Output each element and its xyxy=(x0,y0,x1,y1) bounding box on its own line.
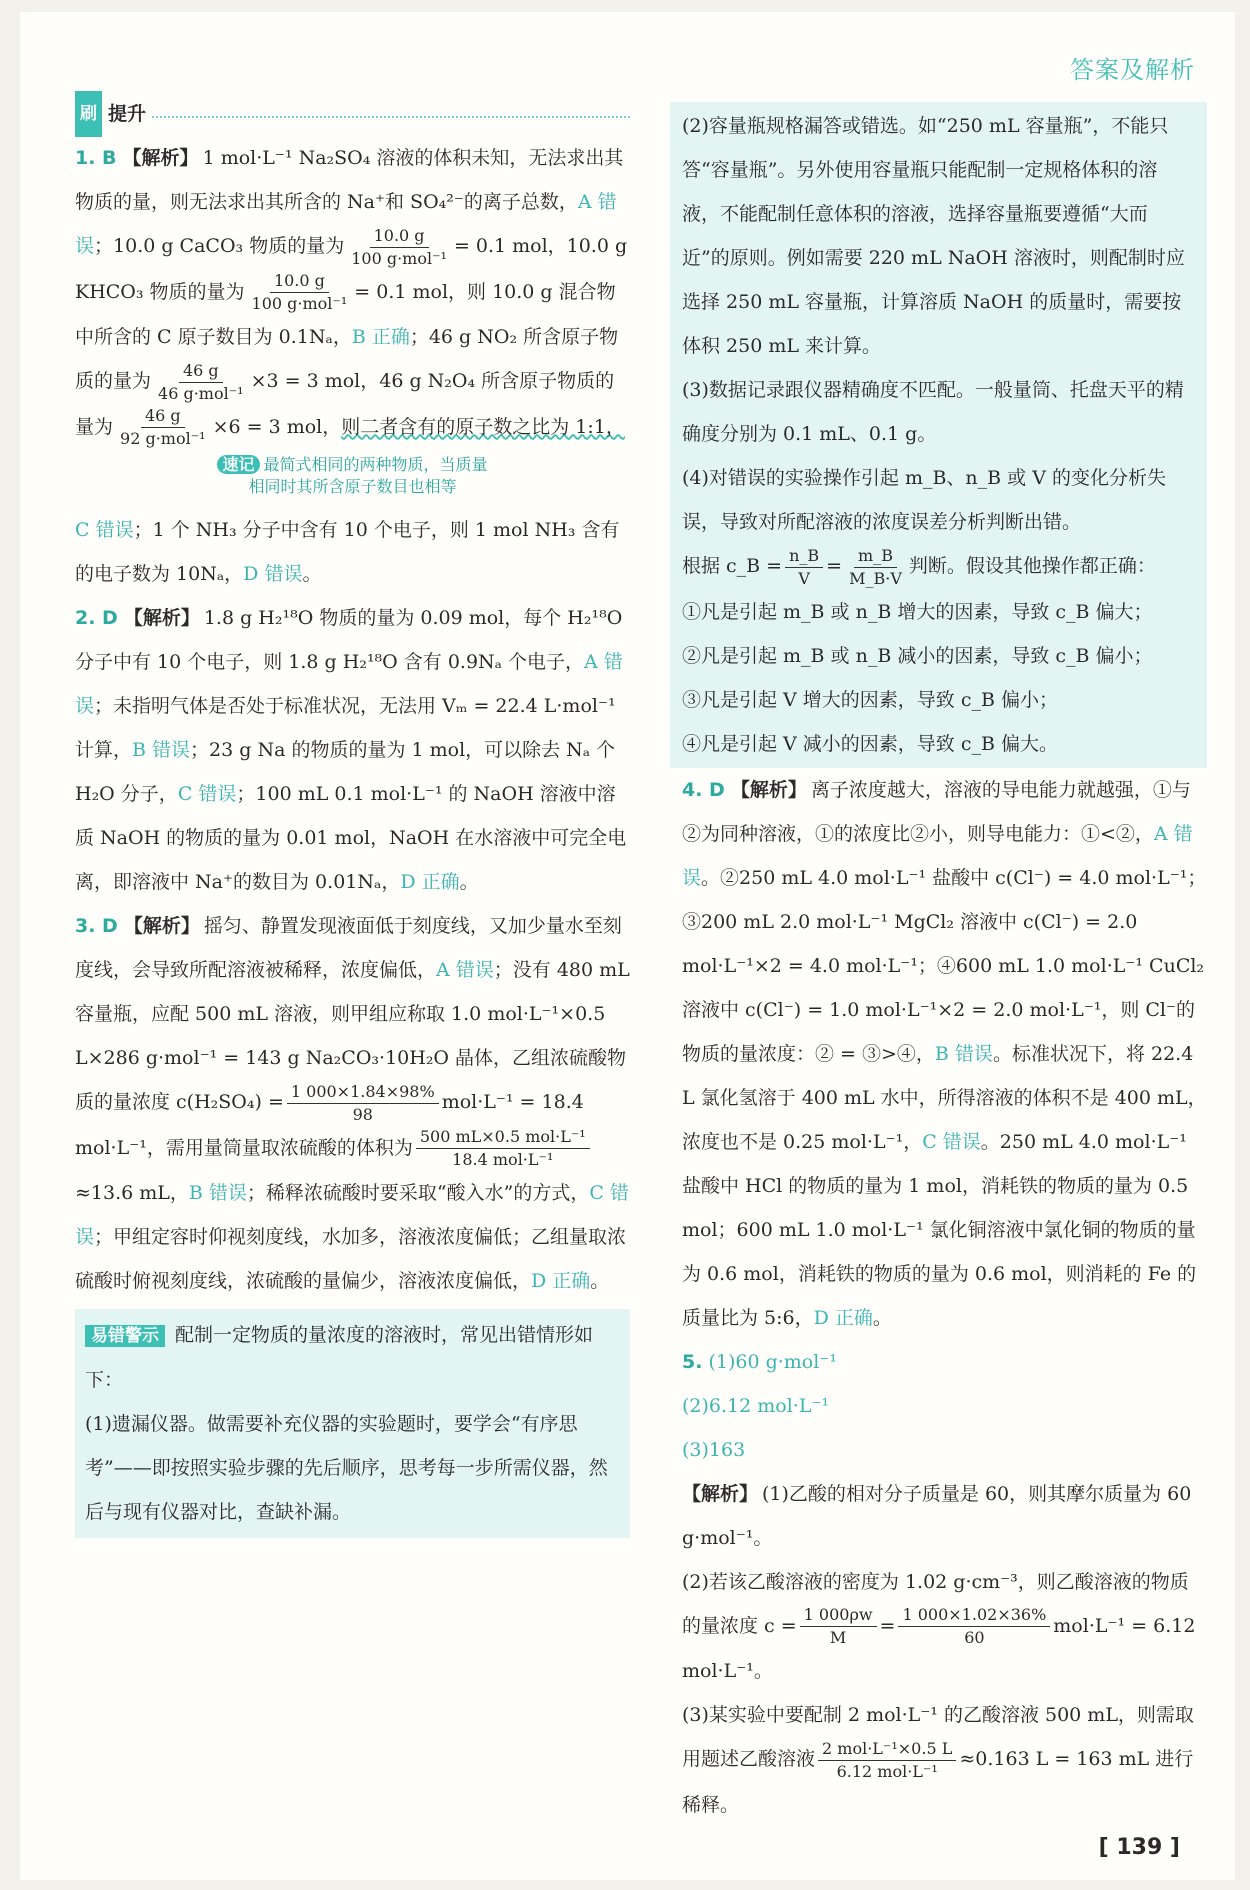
answer: (3)163 xyxy=(682,1438,746,1461)
text: (1)乙酸的相对分子质量是 60，则其摩尔质量为 60 g·mol⁻¹。 xyxy=(682,1482,1192,1549)
verdict: C 错误 xyxy=(177,783,237,805)
text: ×6 = 3 mol， xyxy=(212,415,342,438)
common-mistake-box-continued xyxy=(670,102,1207,768)
text: (2)若该乙酸溶液的密度为 1.02 g·cm⁻³，则乙酸溶液的物质的量浓度 c = xyxy=(682,1570,1189,1637)
list-item: ④凡是引起 V 减小的因素，导致 c_B 偏大。 xyxy=(682,732,1058,755)
text: 。②250 mL 4.0 mol·L⁻¹ 盐酸中 c(Cl⁻) = 4.0 mol·L⁻¹；③200 mL 2.0 mol·L⁻¹ MgCl₂ 溶液中 c(Cl⁻) = 2.0 mol·L⁻¹×2 = 4.0 mol·L⁻¹；④600 mL 1.0 mol·L⁻¹ CuCl₂ 溶液中 c(Cl⁻) = 1.0 mol·L⁻¹×2 = 2.0 mol·L⁻¹，则 Cl⁻的物质的量浓度：② = ③>④， xyxy=(682,866,1207,1065)
text: = 0.1 mol，10.0 g KHCO₃ 物质的量为 xyxy=(75,235,628,303)
fraction: $\frac{10.0 g}{\text{100 g·mol⁻¹}}$ xyxy=(251,271,348,313)
question-number: 3. D xyxy=(75,915,118,937)
text: ≈13.6 mL， xyxy=(75,1182,189,1204)
question-2: 2. D 【解析】 1.8 g H₂¹⁸O 物质的量为 0.09 mol，每个 H₂¹⁸O 分子中有 10 个电子，则 1.8 g H₂¹⁸O 含有 0.9Nₐ 个电子，A 错误；未指明气体是否处于标准状况，无法用 Vₘ = 22.4 L·mol⁻¹ 计算，B 错误；23 g Na 的物质的量为 1 mol，可以除去 Nₐ 个 H₂O 分子，C 错误；100 mL 0.1 mol·L⁻¹ 的 NaOH 溶液中溶质 NaOH 的物质的量为 0.01 mol，NaOH 在水溶液中可完全电离，即溶液中 Na⁺的数目为 0.01Nₐ，D 正确。 xyxy=(75,607,627,893)
page xyxy=(20,12,1235,1880)
fraction: $\frac{\text{2 mol·L⁻¹×0.5 L}}{\text{6.12 mol·L⁻¹}}$ xyxy=(818,1738,956,1783)
fraction: $\frac{46 g}{\text{46 g·mol⁻¹}}$ xyxy=(158,360,244,403)
verdict: A 错误 xyxy=(75,191,617,257)
verdict: B 错误 xyxy=(132,739,191,761)
text: mol·L⁻¹ = 18.4 mol·L⁻¹，需用量筒量取浓硫酸的体积为 xyxy=(75,1091,584,1159)
text: ；没有 480 mL 容量瓶，应配 500 mL 溶液，则甲组应称取 1.0 mol·L⁻¹×0.5 L×286 g·mol⁻¹ = 143 g Na₂CO₃·10H₂O 晶体，乙组浓硫酸物质的量浓度 c(H₂SO₄) = xyxy=(75,959,630,1113)
fraction: $\frac{46 g}{\text{92 g·mol⁻¹}}$ xyxy=(120,406,206,448)
text: (4)对错误的实验操作引起 m_B、n_B 或 V 的变化分析失误，导致对所配溶液的浓度误差分析判断出错。 xyxy=(682,467,1166,533)
list-item: ③凡是引起 V 增大的因素，导致 c_B 偏小； xyxy=(682,688,1058,711)
text: ；100 mL 0.1 mol·L⁻¹ 的 NaOH 溶液中溶质 NaOH 的物质的量为 0.01 mol，NaOH 在水溶液中可完全电离，即溶液中 Na⁺的数目为 0.01Nₐ， xyxy=(75,783,627,893)
fraction: $\frac{10.0 g}{\text{100 g·mol⁻¹}}$ xyxy=(351,225,447,268)
text: = 0.1 mol，则 10.0 g 混合物中所含的 C 原子数目为 0.1Nₐ， xyxy=(75,280,616,348)
verdict: B 错误 xyxy=(188,1182,247,1204)
section-header xyxy=(75,92,630,136)
verdict: C 错误 xyxy=(75,1182,629,1248)
left-column xyxy=(75,92,630,1538)
text: 离子浓度越大，溶液的导电能力就越强，①与②为同种溶液，①的浓度比②小，则导电能力：①<②， xyxy=(682,778,1191,845)
warning-tag: 易错警示 xyxy=(85,1325,165,1347)
text: 1.8 g H₂¹⁸O 物质的量为 0.09 mol，每个 H₂¹⁸O 分子中有 10 个电子，则 1.8 g H₂¹⁸O 含有 0.9Nₐ 个电子， xyxy=(75,607,623,673)
fraction: $\frac{1 000\times 1.02\times 36\%}{60}$ xyxy=(898,1604,1050,1649)
fraction: $\frac{m\_B}{M\_B\cdot V}$ xyxy=(849,545,902,588)
memo-tag: 速记 xyxy=(217,455,259,474)
fraction: $\frac{\text{500 mL×0.5 mol·L⁻¹}}{\text{18.4 mol·L⁻¹}}$ xyxy=(416,1126,590,1171)
verdict: A 错误 xyxy=(436,959,494,981)
answer: (1)60 g·mol⁻¹ xyxy=(708,1350,837,1373)
verdict: A 错误 xyxy=(75,651,623,717)
section-tag: 刷 xyxy=(75,91,102,137)
right-column xyxy=(682,102,1207,1827)
text: ；1 个 NH₃ 分子中含有 10 个电子，则 1 mol NH₃ 含有的电子数为 10Nₐ， xyxy=(75,519,620,585)
text: ；未指明气体是否处于标准状况，无法用 Vₘ = 22.4 L·mol⁻¹ 计算， xyxy=(75,695,616,761)
fraction: $\frac{1 000\rho w}{M}$ xyxy=(800,1604,877,1649)
question-number: 4. D xyxy=(682,778,725,801)
analysis-label: 【解析】 xyxy=(682,1482,759,1505)
formula-line: 根据 c_B = $\frac{n\_B}{V}$ = $\frac{m\_B}{M\_B\cdot V}$ 判断。假设其他操作都正确： xyxy=(682,545,1156,588)
section-divider xyxy=(152,116,630,118)
verdict: B 正确 xyxy=(351,326,410,348)
question-number: 1. B xyxy=(75,147,117,169)
text: ；23 g Na 的物质的量为 1 mol，可以除去 Nₐ 个 H₂O 分子， xyxy=(75,739,616,805)
verdict: D 错误 xyxy=(243,563,303,585)
question-1: 1. B 【解析】 1 mol·L⁻¹ Na₂SO₄ 溶液的体积未知，无法求出其物质的量，则无法求出其所含的 Na⁺和 SO₄²⁻的离子总数，A 错误；10.0 g CaCO₃ 物质的量为 $\frac{10.0 g}{\text{100 g·mol⁻¹}}$ = 0.1 mol，10.0 g KHCO₃ 物质的量为 $\frac{10.0 g}{\text{100 g·mol⁻¹}}$ = 0.1 mol，则 10.0 g 混合物中所含的 C 原子数目为 0.1Nₐ，B 正确；46 g NO₂ 所含原子物质的量为 $\frac{46 g}{\text{46 g·mol⁻¹}}$ ×3 = 3 mol，46 g N₂O₄ 所含原子物质的量为 $\frac{46 g}{\text{92 g·mol⁻¹}}$ ×6 = 3 mol，则二者含有的原子数之比为 1:1， 速记 最简式相同的两种物质，当质量 相同时其所含原子数目也相等 C 错误；1 个 NH₃ 分子中含有 10 个电子，则 1 mol NH₃ 含有的电子数为 10Nₐ，D 错误。 xyxy=(75,136,630,596)
verdict: C 错误 xyxy=(75,519,134,541)
analysis-label: 【解析】 xyxy=(123,607,200,629)
text: ≈0.163 L = 163 mL 进行稀释。 xyxy=(682,1748,1194,1816)
analysis-label: 【解析】 xyxy=(730,778,807,801)
analysis-label: 【解析】 xyxy=(123,915,200,937)
text: (3)数据记录跟仪器精确度不匹配。一般量筒、托盘天平的精确度分别为 0.1 mL、0.1 g。 xyxy=(682,379,1184,445)
text: ；46 g NO₂ 所含原子物质的量为 xyxy=(75,326,619,392)
text: ；甲组定容时仰视刻度线，水加多，溶液浓度偏低；乙组量取浓硫酸时俯视刻度线，浓硫酸的量偏少，溶液浓度偏低， xyxy=(75,1226,627,1292)
text: ；稀释浓硫酸时要采取“酸入水”的方式， xyxy=(246,1182,590,1204)
text: (3)某实验中要配制 2 mol·L⁻¹ 的乙酸溶液 500 mL，则需取用题述乙酸溶液 xyxy=(682,1704,1194,1770)
fraction: $\frac{1 000\times 1.84\times 98\%}{98}$ xyxy=(287,1081,439,1126)
answer: (2)6.12 mol·L⁻¹ xyxy=(682,1394,830,1417)
page-header-title: 答案及解析 xyxy=(1070,56,1195,84)
page-number: [ 139 ] xyxy=(1098,1835,1180,1860)
section-title: 提升 xyxy=(108,103,147,125)
verdict: D 正确 xyxy=(400,871,460,893)
text: 。250 mL 4.0 mol·L⁻¹ 盐酸中 HCl 的物质的量为 1 mol，消耗铁的物质的量为 0.5 mol；600 mL 1.0 mol·L⁻¹ 氯化铜溶液中氯化铜的物质的量为 0.6 mol，消耗铁的物质的量为 0.6 mol，则消耗的 Fe 的质量比为 5:6， xyxy=(682,1130,1197,1329)
verdict: A 错误 xyxy=(682,822,1193,889)
verdict: D 正确 xyxy=(531,1270,591,1292)
question-4: 4. D 【解析】 离子浓度越大，溶液的导电能力就越强，①与②为同种溶液，①的浓度比②小，则导电能力：①<②，A 错误。②250 mL 4.0 mol·L⁻¹ 盐酸中 c(Cl⁻) = 4.0 mol·L⁻¹；③200 mL 2.0 mol·L⁻¹ MgCl₂ 溶液中 c(Cl⁻) = 2.0 mol·L⁻¹×2 = 4.0 mol·L⁻¹；④600 mL 1.0 mol·L⁻¹ CuCl₂ 溶液中 c(Cl⁻) = 1.0 mol·L⁻¹×2 = 2.0 mol·L⁻¹，则 Cl⁻的物质的量浓度：② = ③>④，B 错误。标准状况下，将 22.4 L 氯化氢溶于 400 mL 水中，所得溶液的体积不是 400 mL，浓度也不是 0.25 mol·L⁻¹，C 错误。250 mL 4.0 mol·L⁻¹ 盐酸中 HCl 的物质的量为 1 mol，消耗铁的物质的量为 0.5 mol；600 mL 1.0 mol·L⁻¹ 氯化铜溶液中氯化铜的物质的量为 0.6 mol，消耗铁的物质的量为 0.6 mol，则消耗的 Fe 的质量比为 5:6，D 正确。 xyxy=(682,778,1207,1329)
text: ；10.0 g CaCO₃ 物质的量为 xyxy=(94,235,345,257)
text: 配制一定物质的量浓度的溶液时，常见出错情形如下： xyxy=(85,1324,594,1391)
list-item: ①凡是引起 m_B 或 n_B 增大的因素，导致 c_B 偏大； xyxy=(682,600,1153,623)
text: (2)容量瓶规格漏答或错选。如“250 mL 容量瓶”，不能只答“容量瓶”。另外使用容量瓶只能配制一定规格体积的溶液，不能配制任意体积的溶液，选择容量瓶要遵循“大而近”的原则。例如需要 220 mL NaOH 溶液时，则配制时应选择 250 mL 容量瓶，计算溶质 NaOH 的质量时，需要按体积 250 mL 来计算。 xyxy=(682,115,1185,357)
text: 。标准状况下，将 22.4 L 氯化氢溶于 400 mL 水中，所得溶液的体积不是 400 mL，浓度也不是 0.25 mol·L⁻¹， xyxy=(682,1042,1207,1153)
fraction: $\frac{n\_B}{V}$ xyxy=(785,545,823,590)
verdict: C 错误 xyxy=(922,1130,981,1153)
text: 1 mol·L⁻¹ Na₂SO₄ 溶液的体积未知，无法求出其物质的量，则无法求出其所含的 Na⁺和 SO₄²⁻的离子总数， xyxy=(75,147,624,213)
list-item: ②凡是引起 m_B 或 n_B 减小的因素，导致 c_B 偏小； xyxy=(682,644,1153,667)
text: mol·L⁻¹ = 6.12 mol·L⁻¹。 xyxy=(682,1614,1196,1682)
analysis-label: 【解析】 xyxy=(122,147,199,169)
question-5: 5. (1)60 g·mol⁻¹ (2)6.12 mol·L⁻¹ (3)163 【解析】 (1)乙酸的相对分子质量是 60，则其摩尔质量为 60 g·mol⁻¹。 (2)若该乙酸溶液的密度为 1.02 g·cm⁻³，则乙酸溶液的物质的量浓度 c = $\frac{1 000\rho w}{M}$ = $\frac{1 000\times 1.02\times 36\%}{60}$ mol·L⁻¹ = 6.12 mol·L⁻¹。 (3)某实验中要配制 2 mol·L⁻¹ 的乙酸溶液 500 mL，则需取用题述乙酸溶液 $\frac{\text{2 mol·L⁻¹×0.5 L}}{\text{6.12 mol·L⁻¹}}$ ≈0.163 L = 163 mL 进行稀释。 xyxy=(682,1340,1207,1827)
question-number: 5. xyxy=(682,1350,703,1373)
common-mistake-box xyxy=(75,1309,630,1538)
verdict: B 错误 xyxy=(934,1042,993,1065)
memo-note: 速记 最简式相同的两种物质，当质量 相同时其所含原子数目也相等 xyxy=(75,454,630,498)
text: ×3 = 3 mol，46 g N₂O₄ 所含原子物质的量为 xyxy=(75,370,615,438)
text: (1)遗漏仪器。做需要补充仪器的实验题时，要学会“有序思考”——即按照实验步骤的先后顺序，思考每一步所需仪器，然后与现有仪器对比，查缺补漏。 xyxy=(85,1413,608,1523)
question-number: 2. D xyxy=(75,607,118,629)
text: 摇匀、静置发现液面低于刻度线，又加少量水至刻度线，会导致所配溶液被稀释，浓度偏低， xyxy=(75,915,622,981)
verdict: D 正确 xyxy=(813,1306,873,1329)
question-3: 3. D 【解析】 摇匀、静置发现液面低于刻度线，又加少量水至刻度线，会导致所配溶液被稀释，浓度偏低，A 错误；没有 480 mL 容量瓶，应配 500 mL 溶液，则甲组应称取 1.0 mol·L⁻¹×0.5 L×286 g·mol⁻¹ = 143 g Na₂CO₃·10H₂O 晶体，乙组浓硫酸物质的量浓度 c(H₂SO₄) = $\frac{1 000\times 1.84\times 98\%}{98}$ mol·L⁻¹ = 18.4 mol·L⁻¹，需用量筒量取浓硫酸的体积为 $\frac{\text{500 mL×0.5 mol·L⁻¹}}{\text{18.4 mol·L⁻¹}}$ ≈13.6 mL，B 错误；稀释浓硫酸时要采取“酸入水”的方式，C 错误；甲组定容时仰视刻度线，水加多，溶液浓度偏低；乙组量取浓硫酸时俯视刻度线，浓硫酸的量偏少，溶液浓度偏低，D 正确。 xyxy=(75,915,630,1292)
underlined-text: 则二者含有的原子数之比为 1:1， xyxy=(341,415,625,438)
